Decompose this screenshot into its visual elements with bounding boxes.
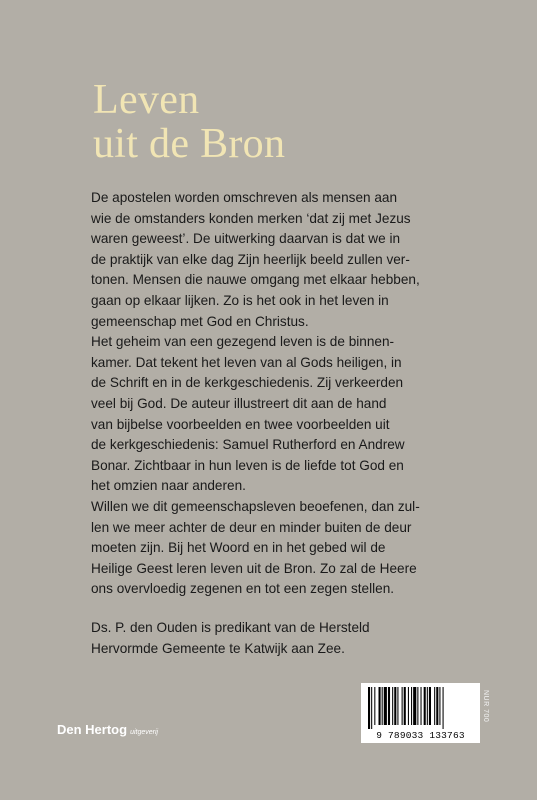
publisher-name: Den Hertog: [57, 722, 128, 737]
blurb-line: Het geheim van een gezegend leven is de binnen-: [91, 334, 395, 350]
blurb: [91, 188, 511, 600]
blurb-line: wie de omstanders konden merken ‘dat zij met Jezus: [91, 210, 411, 226]
book-title: [93, 78, 285, 166]
blurb-line: De apostelen worden omschreven als mensen aan: [91, 190, 398, 205]
barcode-bar: [397, 687, 398, 725]
barcode-bar: [427, 687, 428, 725]
blurb-line: het omzien naar anderen.: [91, 478, 246, 494]
blurb-line: van bijbelse voorbeelden en twee voorbeelden uit: [91, 416, 390, 432]
barcode-bar: [392, 687, 393, 725]
blurb-line: ons overvloedig zegenen en tot een zegen stellen.: [91, 581, 395, 597]
barcode-bar: [443, 687, 444, 729]
barcode-bar: [413, 687, 416, 725]
barcode-bar: [436, 687, 438, 725]
barcode-bar: [368, 687, 370, 729]
isbn-barcode: [361, 683, 480, 743]
author-bio-line: Ds. P. den Ouden is predikant van de Hersteld: [91, 620, 370, 635]
barcode-bar: [382, 687, 383, 725]
book-title-line-2: uit de Bron: [93, 121, 286, 167]
publisher-logo: [57, 721, 158, 739]
barcode-bar: [439, 687, 440, 725]
blurb-line: tonen. Mensen die nauwe omgang met elkaar hebben,: [91, 272, 420, 288]
barcode-bars: [361, 683, 480, 731]
blurb-line: len we meer achter de deur en minder buiten de deur: [91, 519, 412, 535]
barcode-bar: [388, 687, 390, 725]
barcode-bar: [384, 687, 387, 725]
barcode-bar: [374, 687, 375, 725]
barcode-bar: [411, 687, 412, 725]
barcode-bar: [394, 687, 396, 725]
blurb-line: waren geweest’. De uitwerking daarvan is dat we in: [91, 231, 401, 247]
barcode-bar: [379, 687, 381, 725]
blurb-line: Bonar. Zichtbaar in hun leven is de liefde tot God en: [91, 457, 404, 473]
author-bio: [91, 618, 511, 659]
blurb-line: Willen we dit gemeenschapsleven beoefenen, dan zul-: [91, 498, 420, 514]
nur-code: NUR 700: [482, 690, 489, 723]
author-bio-line: Hervormde Gemeente te Katwijk aan Zee.: [91, 640, 345, 656]
blurb-line: gaan op elkaar lijken. Zo is het ook in het leven in: [91, 292, 389, 308]
blurb-line: veel bij God. De auteur illustreert dit aan de hand: [91, 395, 387, 411]
barcode-bar: [408, 687, 409, 725]
barcode-bar: [434, 687, 435, 725]
barcode-bar: [429, 687, 431, 725]
barcode-bar: [421, 687, 422, 725]
blurb-line: moeten zijn. Bij het Woord en in het gebed wil de: [91, 540, 386, 556]
barcode-bar: [417, 687, 418, 725]
blurb-line: kamer. Dat tekent het leven van al Gods heiligen, in: [91, 354, 402, 370]
barcode-bar: [424, 687, 426, 725]
isbn-digits: 9 789033 133763: [376, 730, 465, 741]
barcode-bar: [402, 687, 403, 725]
book-title-line-1: Leven: [93, 77, 200, 123]
blurb-line: de Schrift en in de kerkgeschiedenis. Zij verkeerden: [91, 375, 404, 391]
blurb-line: gemeenschap met God en Christus.: [91, 313, 309, 329]
barcode-bar: [371, 687, 372, 729]
blurb-line: de kerkgeschiedenis: Samuel Rutherford en Andrew: [91, 437, 405, 453]
barcode-bar: [404, 687, 406, 725]
publisher-subtitle: uitgeverij: [130, 729, 159, 736]
blurb-line: Heilige Geest leren leven uit de Bron. Zo zal de Heere: [91, 560, 417, 576]
blurb-line: de praktijk van elke dag Zijn heerlijk beeld zullen ver-: [91, 251, 410, 267]
